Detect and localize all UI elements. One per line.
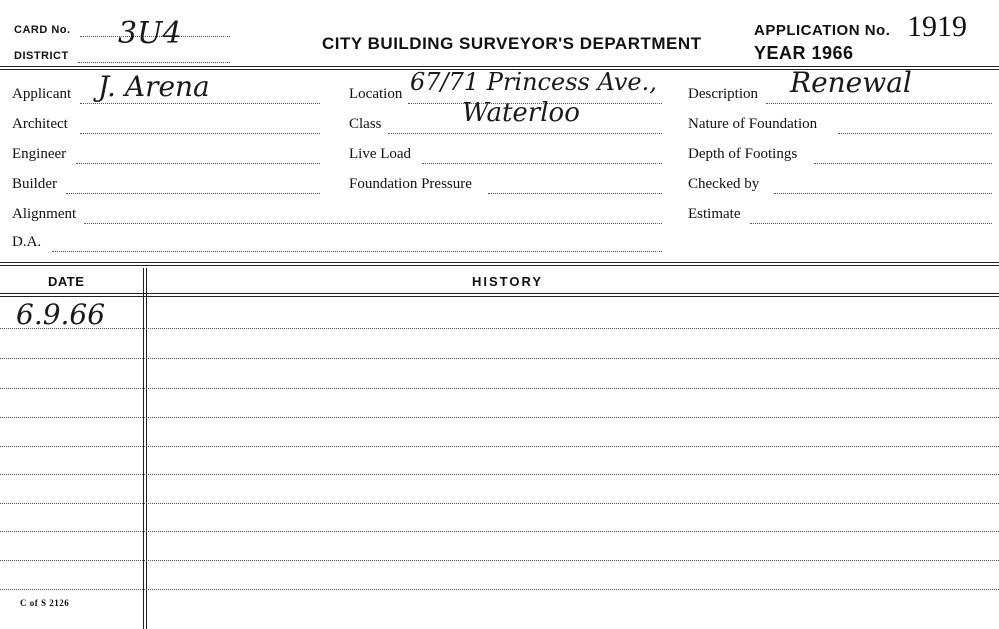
history-line — [0, 417, 999, 418]
form-code: C of S 2126 — [20, 598, 70, 608]
depth-footings-line — [814, 163, 992, 164]
foundation-pressure-line — [488, 193, 662, 194]
history-line — [0, 589, 999, 590]
da-label: D.A. — [12, 234, 42, 250]
application-no-label: APPLICATION No. — [754, 22, 891, 39]
class-line — [388, 133, 662, 134]
architect-label: Architect — [12, 116, 68, 132]
class-label: Class — [349, 116, 382, 132]
year-label: YEAR 1966 — [754, 43, 854, 63]
location-value-line1: 67/71 Princess Ave., — [410, 68, 657, 96]
date-header: DATE — [48, 274, 85, 289]
application-no-value: 1919 — [907, 10, 967, 43]
description-line — [766, 103, 992, 104]
foundation-pressure-label: Foundation Pressure — [349, 176, 472, 192]
history-line — [0, 560, 999, 561]
history-header-rule-2 — [0, 296, 999, 297]
applicant-value: J. Arena — [98, 70, 210, 103]
location-label: Location — [349, 86, 403, 102]
history-rule-1 — [0, 262, 999, 263]
applicant-label: Applicant — [12, 86, 72, 102]
history-header: HISTORY — [472, 274, 544, 289]
live-load-label: Live Load — [349, 146, 412, 162]
history-line — [0, 328, 999, 329]
engineer-label: Engineer — [12, 146, 67, 162]
estimate-label: Estimate — [688, 206, 741, 222]
da-line — [52, 251, 662, 252]
history-rule-2 — [0, 265, 999, 266]
nature-foundation-label: Nature of Foundation — [688, 116, 818, 132]
history-header-rule-1 — [0, 293, 999, 294]
history-line — [0, 474, 999, 475]
description-label: Description — [688, 86, 758, 102]
estimate-line — [750, 223, 992, 224]
alignment-label: Alignment — [12, 206, 77, 222]
district-line — [78, 62, 230, 63]
builder-label: Builder — [12, 176, 57, 192]
history-divider-1 — [143, 268, 144, 629]
builder-line — [66, 193, 320, 194]
history-line — [0, 503, 999, 504]
engineer-line — [76, 163, 320, 164]
depth-footings-label: Depth of Footings — [688, 146, 798, 162]
alignment-line — [84, 223, 662, 224]
history-line — [0, 388, 999, 389]
history-date-1: 6.9.66 — [16, 298, 106, 331]
history-line — [0, 531, 999, 532]
live-load-line — [422, 163, 662, 164]
architect-line — [80, 133, 320, 134]
district-label: DISTRICT — [14, 50, 69, 62]
card-no-value: 3U4 — [118, 16, 182, 51]
department-title: CITY BUILDING SURVEYOR'S DEPARTMENT — [322, 34, 702, 53]
nature-foundation-line — [838, 133, 992, 134]
history-divider-2 — [146, 268, 147, 629]
description-value: Renewal — [790, 66, 912, 99]
card-no-label: CARD No. — [14, 24, 71, 36]
checked-by-line — [774, 193, 992, 194]
applicant-line — [80, 103, 320, 104]
history-line — [0, 446, 999, 447]
checked-by-label: Checked by — [688, 176, 760, 192]
location-value-line2: Waterloo — [462, 98, 580, 128]
history-line — [0, 358, 999, 359]
